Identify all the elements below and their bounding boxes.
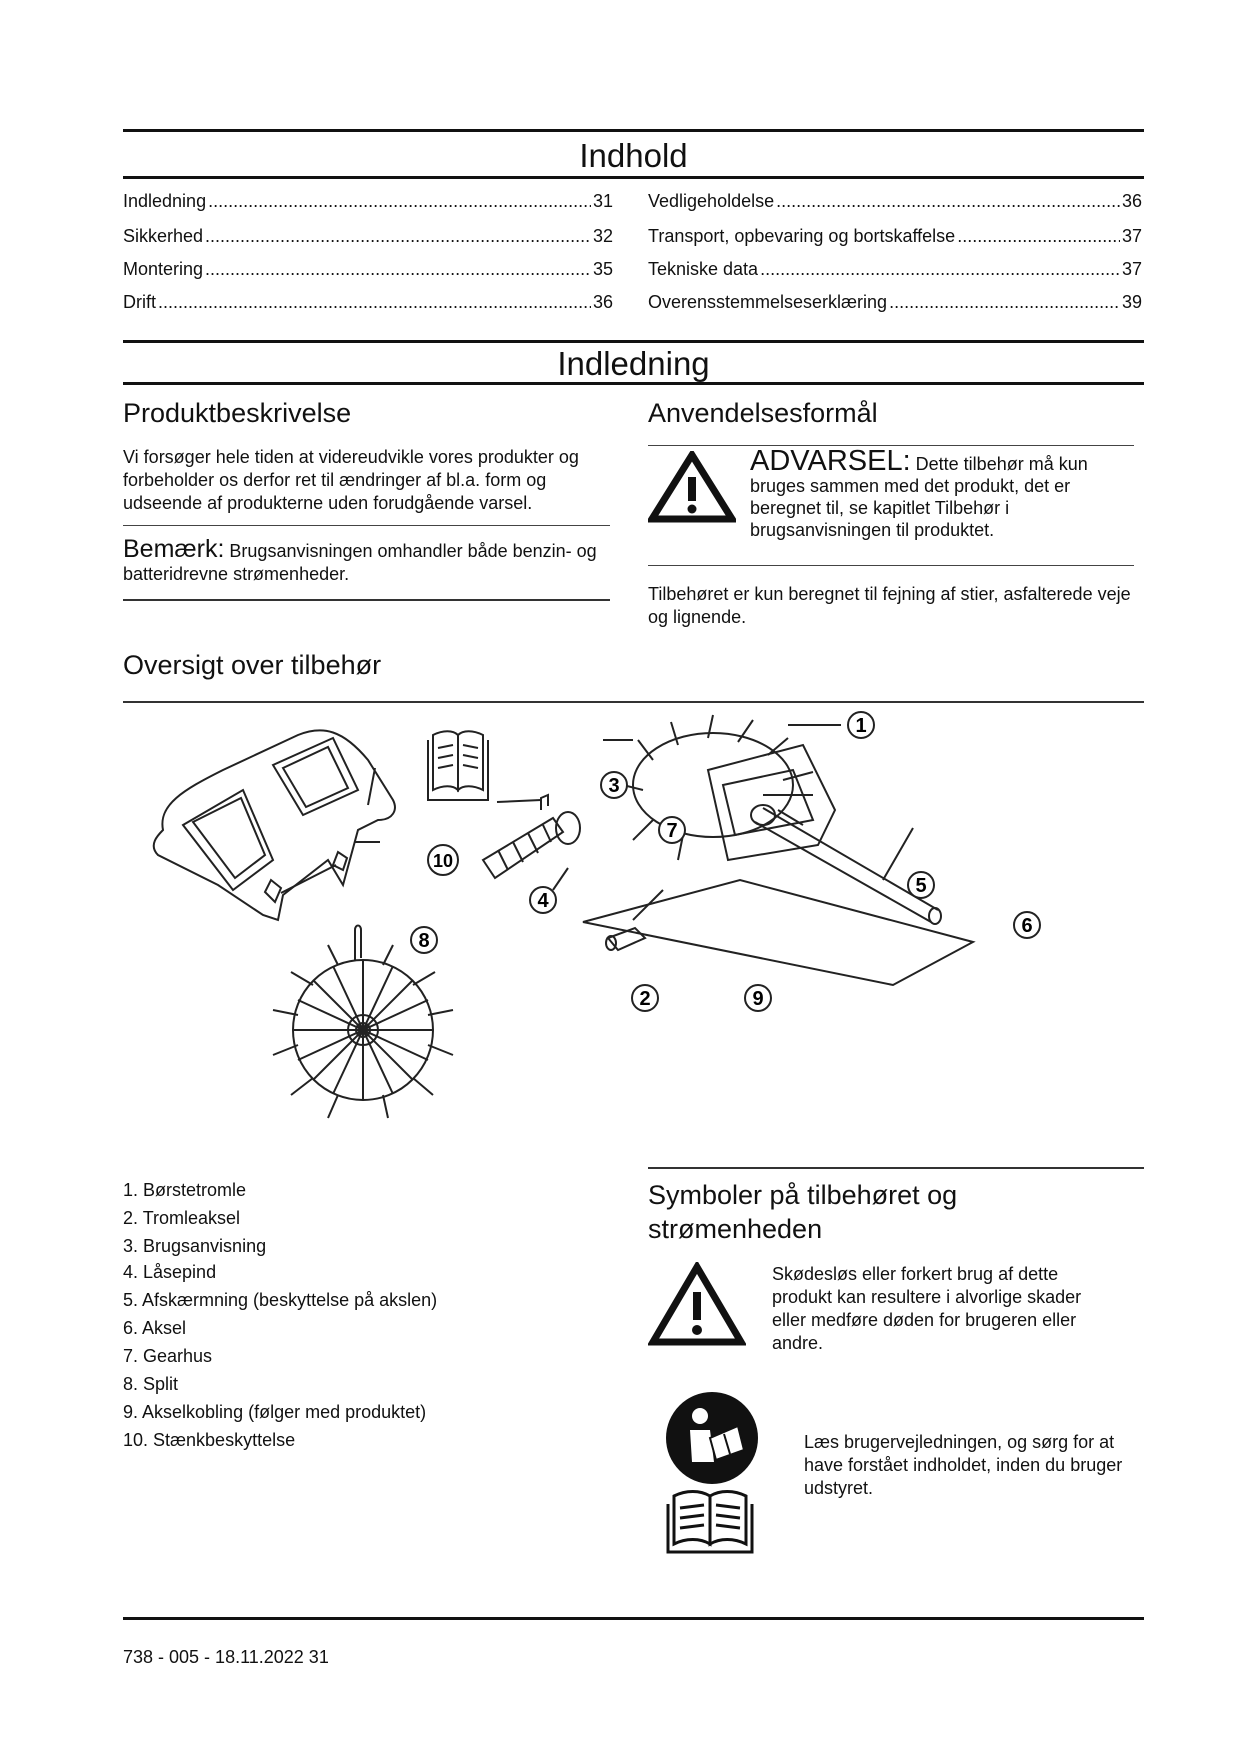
callout-5-label: 5: [915, 875, 927, 897]
manual-book-icon: [664, 1490, 756, 1556]
toc-entry-tekniske-data[interactable]: [648, 259, 1142, 280]
note-text: Brugsanvisningen omhandler både benzin- og batteridrevne strømenheder.: [123, 541, 597, 584]
part-item-10: 10. Stænkbeskyttelse: [123, 1430, 296, 1450]
part-item-3: 3. Brugsanvisning: [123, 1236, 267, 1256]
part-item-1: 1. Børstetromle: [123, 1180, 247, 1200]
part-item-7: 7. Gearhus: [123, 1346, 213, 1366]
toc-title-rule: [123, 176, 1144, 179]
toc-entry-indledning[interactable]: [123, 191, 613, 212]
accessory-diagram: [123, 710, 1144, 1150]
symbols-heading: [648, 1178, 957, 1246]
symbols-warning-text: Skødesløs eller forkert brug af dette produkt kan resultere i alvorlige skader eller medføre døden for brugeren eller andre.: [772, 1264, 1082, 1353]
part-item-6: 6. Aksel: [123, 1318, 187, 1338]
warning-block: [750, 445, 1140, 541]
callout-10-label: 10: [432, 851, 454, 871]
toc-entry-label: Overensstemmelseserklæring: [648, 292, 888, 312]
note: [123, 535, 623, 586]
toc-entry-label: Montering: [123, 259, 204, 279]
overview-heading: Oversigt over tilbehør: [123, 650, 382, 680]
part-item-2: 2. Tromleaksel: [123, 1208, 241, 1228]
toc-entry-label: Vedligeholdelse: [648, 191, 775, 211]
intro-title: Indledning: [557, 345, 710, 382]
drum-shaft-drawing: [483, 812, 580, 878]
callout-8-label: 8: [418, 930, 430, 952]
warning-bottom-rule: [648, 565, 1134, 566]
leader-2: [553, 868, 568, 890]
footer-text: 738 - 005 - 18.11.2022 31: [123, 1647, 329, 1667]
toc-title: Indhold: [579, 137, 688, 174]
product-description-text: Vi forsøger hele tiden at videreudvikle vores produkter og forbeholder os derfor ret til ændringer af bl.a. form og udseende af produkterne uden forudgående varsel.: [123, 447, 579, 513]
note-label: Bemærk:: [123, 535, 225, 563]
toc-entry-montering[interactable]: [123, 259, 613, 280]
toc-entry-page: 39: [1121, 292, 1142, 312]
symbols-heading-line1: Symboler på tilbehøret og: [648, 1180, 958, 1210]
toc-entry-page: 36: [592, 292, 613, 312]
symbols-heading-line2: strømenheden: [648, 1214, 823, 1244]
part-item-9: 9. Akselkobling (følger med produktet): [123, 1402, 427, 1422]
read-manual-person-icon: [664, 1390, 760, 1486]
toc-entry-label: Drift: [123, 292, 156, 312]
callout-4-label: 4: [537, 890, 549, 912]
toc-entry-page: 36: [1121, 191, 1142, 211]
toc-entry-page: 37: [1121, 259, 1142, 279]
warning-triangle-icon: [648, 1262, 746, 1348]
callout-9-label: 9: [752, 988, 764, 1010]
toc-entry-vedligeholdelse[interactable]: [648, 191, 1142, 212]
note-top-rule: [123, 525, 610, 526]
purpose-heading: Anvendelsesformål: [648, 398, 878, 428]
brush-drum-drawing: [273, 926, 453, 1119]
drum-head-drawing: [623, 715, 835, 860]
toc-entry-sikkerhed[interactable]: [123, 226, 613, 247]
toc-top-rule: [123, 129, 1144, 132]
part-item-5: 5. Afskærmning (beskyttelse på akslen): [123, 1290, 438, 1310]
toc-entry-label: Indledning: [123, 191, 207, 211]
intro-title-rule: [123, 382, 1144, 385]
toc-entry-page: 35: [592, 259, 613, 279]
leader-9: [633, 890, 663, 920]
leader-10: [368, 768, 375, 805]
toc-entry-transport[interactable]: [648, 226, 1142, 247]
overview-rule: [123, 701, 1144, 703]
leader-4: [497, 800, 541, 802]
toc-entry-page: 37: [1121, 226, 1142, 246]
manual-book-drawing: [428, 731, 488, 800]
purpose-text: Tilbehøret er kun beregnet til fejning af stier, asfalterede veje og lignende.: [648, 584, 1131, 627]
toc-entry-label: Tekniske data: [648, 259, 759, 279]
toc-entry-label: Transport, opbevaring og bortskaffelse: [648, 226, 956, 246]
toc-entry-page: 31: [592, 191, 613, 211]
warning-triangle-icon: [648, 451, 736, 523]
callout-1-label: 1: [855, 715, 867, 737]
toc-entry-label: Sikkerhed: [123, 226, 204, 246]
toc-entry-page: 32: [592, 226, 613, 246]
callout-2-label: 2: [639, 988, 651, 1010]
callout-7-label: 7: [666, 820, 678, 842]
footer-rule: [123, 1617, 1144, 1620]
symbols-top-rule: [648, 1167, 1144, 1169]
symbols-manual-text: Læs brugervejledningen, og sørg for at have forstået indholdet, inden du bruger udstyret.: [804, 1432, 1123, 1498]
splash-guard-drawing: [154, 730, 395, 920]
toc-entry-drift[interactable]: [123, 292, 613, 313]
note-bottom-rule: [123, 599, 610, 601]
leader-6: [883, 828, 913, 880]
callout-3-label: 3: [608, 775, 620, 797]
warning-label: ADVARSEL:: [750, 445, 911, 477]
part-item-8: 8. Split: [123, 1374, 179, 1394]
toc-entry-overensstemmelse[interactable]: [648, 292, 1142, 313]
product-description-heading: Produktbeskrivelse: [123, 398, 352, 428]
lock-pin-drawing: [541, 795, 548, 810]
intro-top-rule: [123, 340, 1144, 343]
callout-6-label: 6: [1021, 915, 1033, 937]
warning-text-rest: bruges sammen med det produkt, det er beregnet til, se kapitlet Tilbehør i brugsanvisningen til produktet.: [750, 476, 1071, 540]
warning-text-first: Dette tilbehør må kun: [915, 454, 1088, 474]
part-item-4: 4. Låsepind: [123, 1262, 217, 1282]
